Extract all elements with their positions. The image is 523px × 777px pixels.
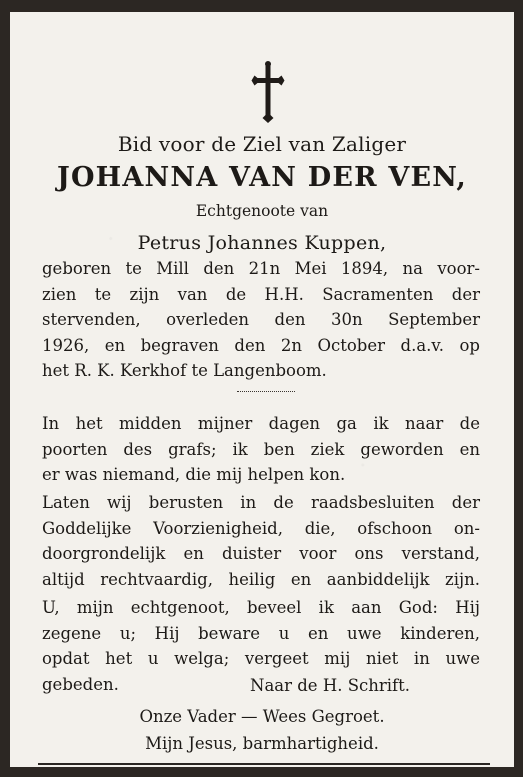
spouse-label: Echtgenoote van	[195, 202, 329, 220]
prayer-line-2: Mijn Jesus, barmhartigheid.	[145, 734, 379, 753]
paragraph-line: U, mijn echtgenoot, beveel ik aan God: Hij	[42, 598, 480, 617]
paragraph-line: gebeden.	[42, 674, 119, 694]
paragraph-line: In het midden mijner dagen ga ik naar de	[42, 414, 480, 433]
cross-icon	[248, 60, 288, 130]
paragraph-line: altijd rechtvaardig, heilig en aanbiddelijk zijn.	[42, 569, 480, 589]
paragraph-line: Laten wij berusten in de raadsbesluiten der	[42, 493, 480, 512]
biography-paragraph	[42, 256, 480, 384]
paragraph-line: er was niemand, die mij helpen kon.	[42, 465, 346, 484]
bio-line: geboren te Mill den 21n Mei 1894, na voor-	[42, 259, 480, 278]
bio-line: 1926, en begraven den 2n October d.a.v. op	[42, 335, 480, 355]
memorial-card	[10, 12, 514, 767]
scripture-paragraph-2	[42, 490, 480, 592]
prayer-heading: Bid voor de Ziel van Zaliger	[117, 132, 407, 156]
paragraph-line: Goddelijke Voorzienigheid, die, ofschoon on-	[42, 518, 480, 538]
scripture-paragraph-1	[42, 411, 480, 488]
spouse-name: Petrus Johannes Kuppen,	[137, 232, 387, 254]
paragraph-line: opdat het u welga; vergeet mij niet in uwe	[42, 649, 480, 668]
paragraph-line: poorten des grafs; ik ben ziek geworden en	[42, 439, 480, 459]
scripture-reference: Naar de H. Schrift.	[250, 676, 411, 695]
bio-line: het R. K. Kerkhof te Langenboom.	[42, 361, 327, 380]
bottom-rule	[38, 763, 490, 765]
bio-line: stervenden, overleden den 30n September	[42, 310, 480, 329]
bio-line: zien te zijn van de H.H. Sacramenten der	[42, 284, 480, 304]
paragraph-line: doorgrondelijk en duister voor ons verstand,	[42, 544, 480, 563]
dotted-separator	[237, 391, 295, 392]
paragraph-line: zegene u; Hij beware u en uwe kinderen,	[42, 623, 480, 643]
deceased-name: JOHANNA VAN DER VEN,	[56, 162, 468, 193]
prayer-line-1: Onze Vader — Wees Gegroet.	[139, 707, 385, 726]
